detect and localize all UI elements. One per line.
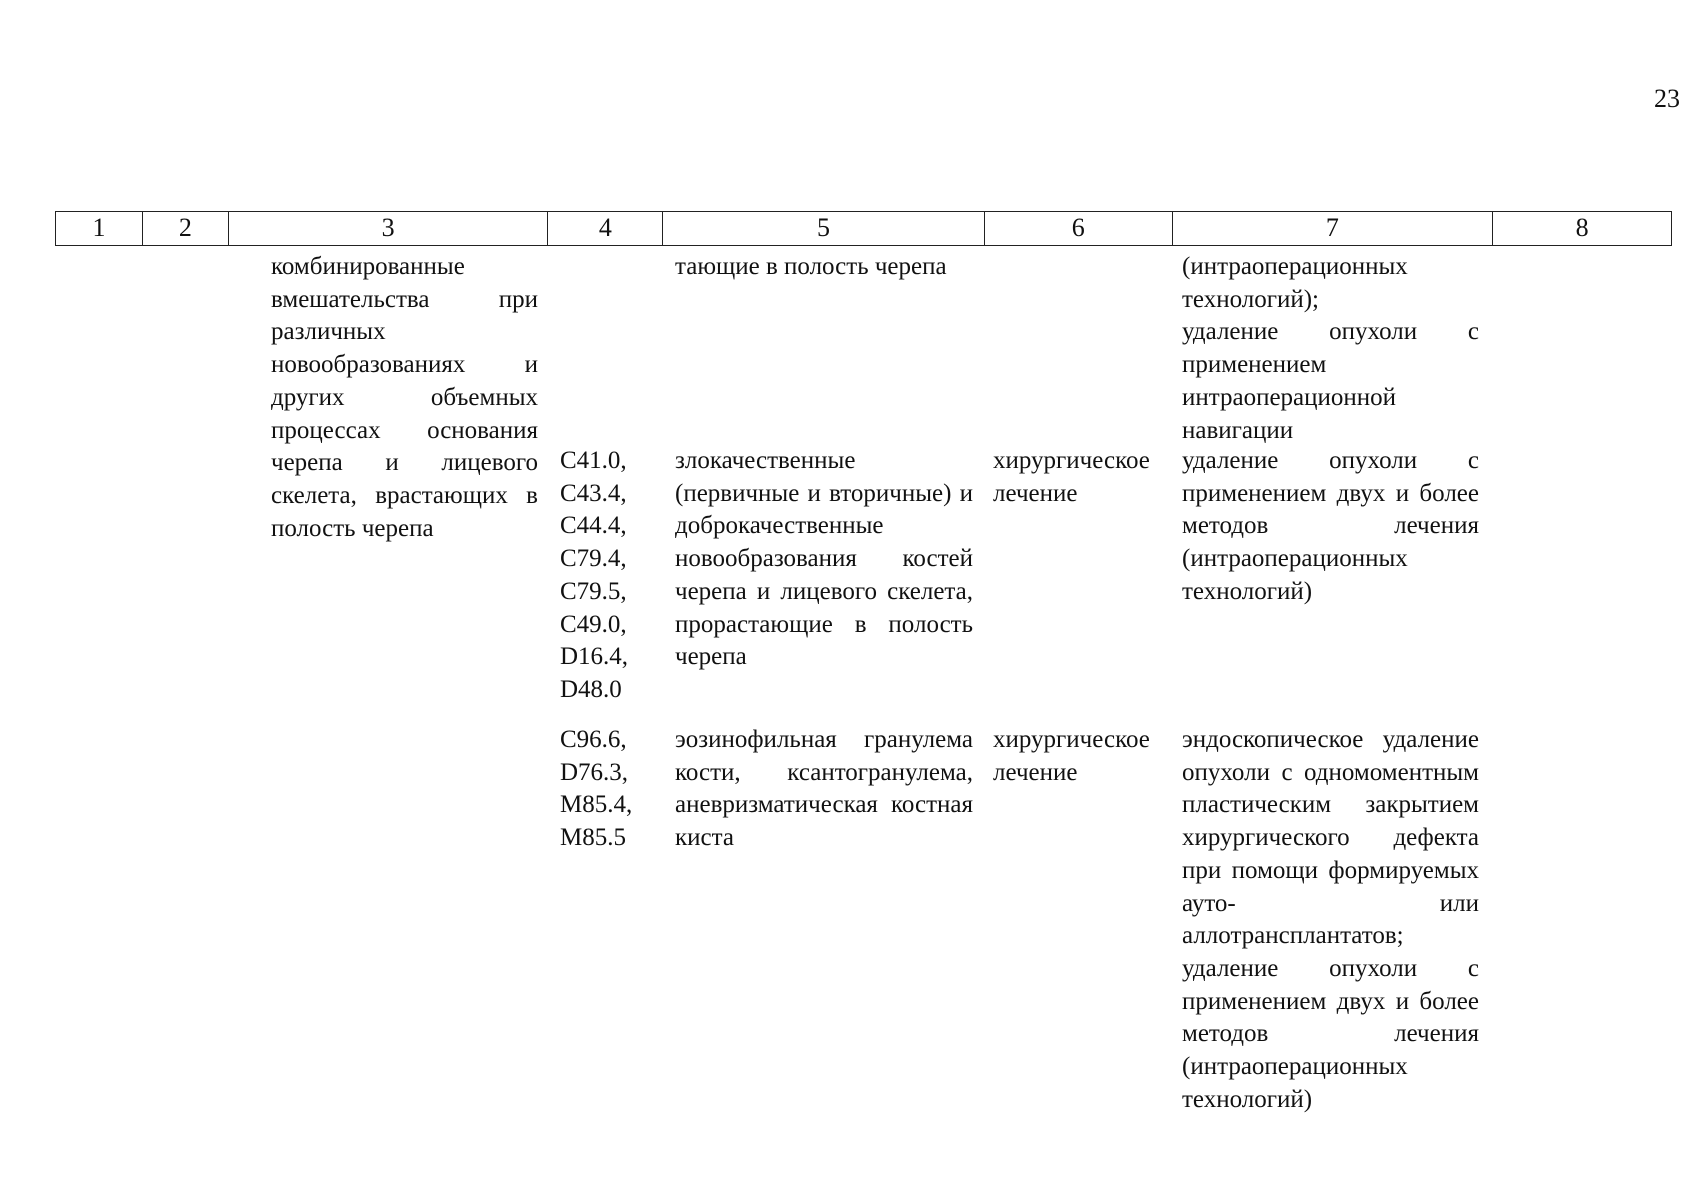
icd-codes [560,724,652,855]
page-number: 23 [1654,84,1680,113]
icd-code: C41.0, [560,447,627,474]
icd-code: M85.4, [560,791,633,819]
header-col-6: 6 [985,212,1173,245]
header-col-3: 3 [229,212,549,245]
header-col-8: 8 [1575,213,1589,242]
header-col-7: 7 [1173,212,1494,245]
icd-code: C44.4, [560,512,627,540]
treatment-method: удаление опухоли с применением двух и более методов лечения (интраоперационных технологий) [1182,447,1479,605]
icd-code: M85.5 [560,824,626,852]
diagnosis-description: эозинофильная гранулема кости, ксантогранулема, аневризматическая костная киста [675,726,973,852]
icd-codes [560,445,652,707]
icd-code: C49.0, [560,610,627,638]
method-line: удаление опухоли с применением интраоперационной навигации [1182,318,1479,444]
table-header-row [55,211,1672,246]
header-col-4: 4 [548,212,663,245]
method-line: удаление опухоли с применением двух и более методов лечения (интраоперационных технологий) [1182,954,1479,1113]
treatment-type: хирургическое лечение [993,726,1150,786]
treatment-type: хирургическое лечение [993,447,1150,507]
icd-code: C79.5, [560,577,627,605]
header-col-1: 1 [56,212,143,245]
header-col-5: 5 [663,212,985,245]
diagnosis-description: злокачественные (первичные и вторичные) и доброкачественные новообразования костей черепа и лицевого скелета, прорастающие в полость черепа [675,447,973,671]
method-line: (интраоперационных технологий); [1182,253,1408,313]
treatment-method [1182,724,1479,1116]
diagnosis-continued: тающие в полость черепа [675,253,947,280]
method-continued [1182,251,1479,447]
intervention-name: комбинированные вмешательства при различных новообразованиях и других объемных процессах основания черепа и лицевого скелета, врастающих в полость черепа [271,253,538,542]
icd-code: C79.4, [560,545,627,573]
icd-code: C96.6, [560,726,627,753]
icd-code: D48.0 [560,675,622,703]
method-line: эндоскопическое удаление опухоли с одномоментным пластическим закрытием хирургического дефекта при помощи формируемых ауто- или аллотрансплантатов; [1182,726,1479,950]
header-col-2: 2 [143,212,229,245]
icd-code: C43.4, [560,479,627,507]
icd-code: D16.4, [560,643,629,671]
icd-code: D76.3, [560,758,629,786]
